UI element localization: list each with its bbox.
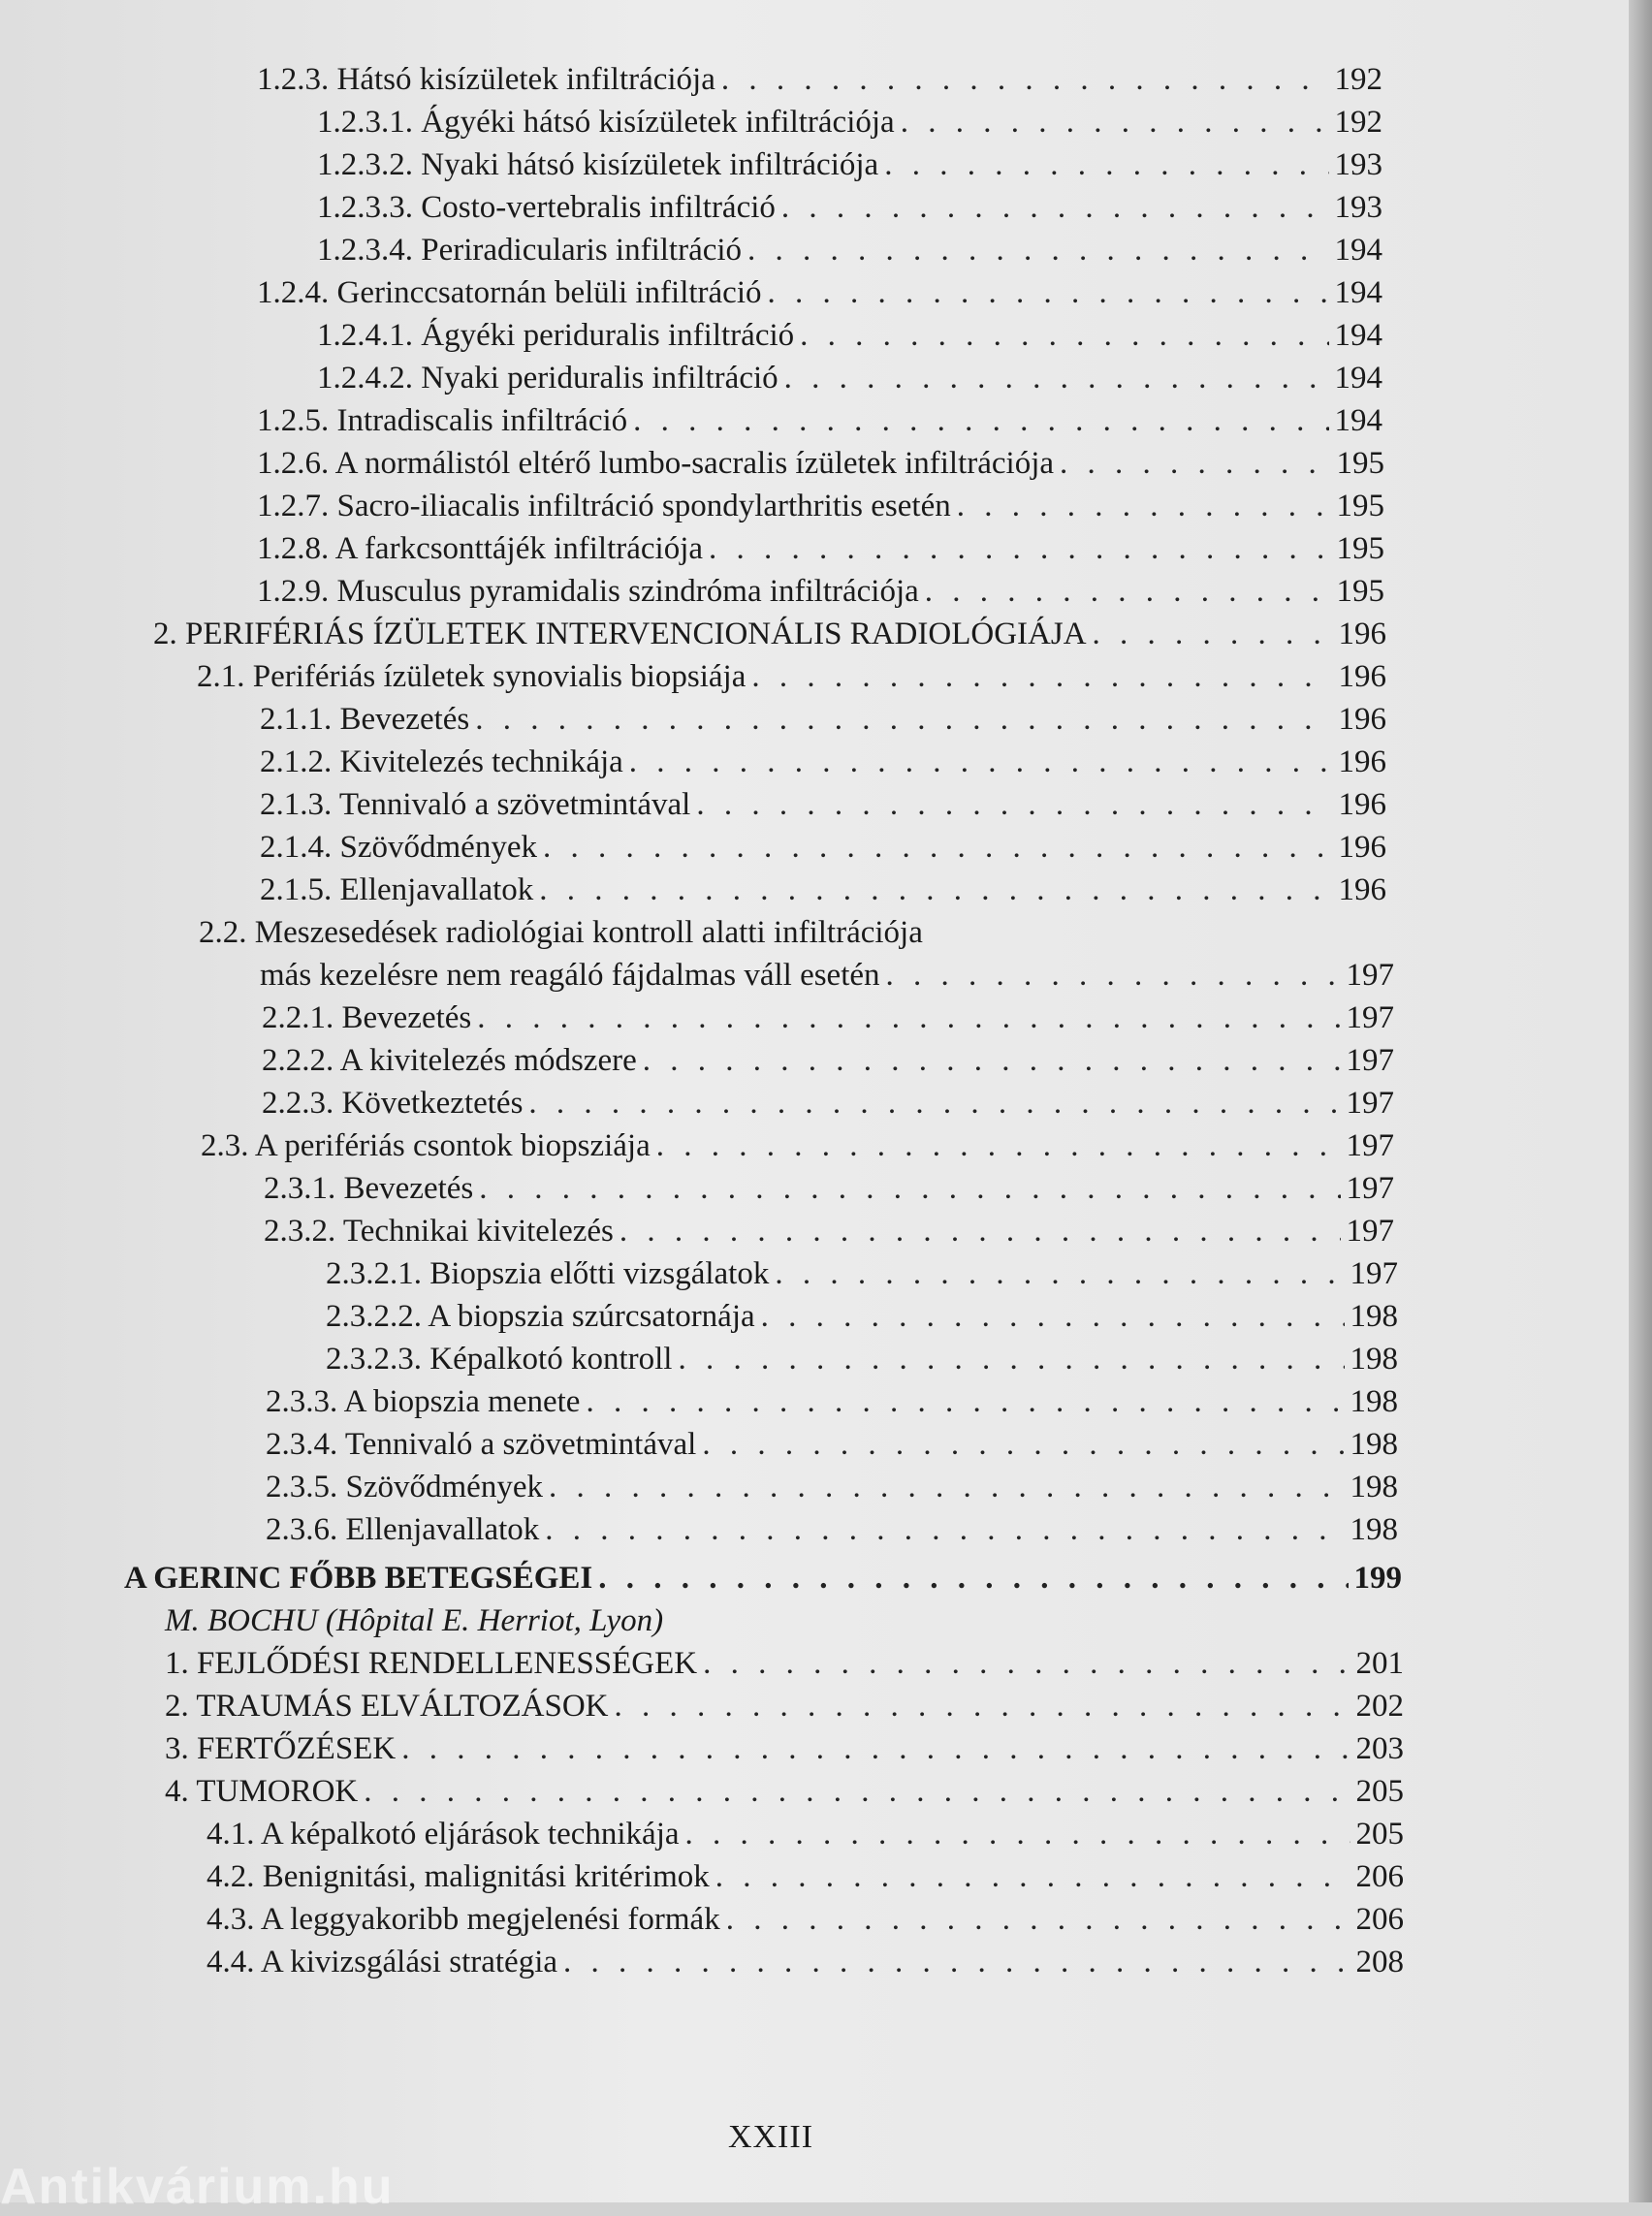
toc-entry-heading: 2.2. Meszesedések radiológiai kontroll alatti infiltrációja — [199, 915, 923, 950]
toc-entry: 2.2.2. A kivitelezés módszere . . . 197 — [262, 1039, 1394, 1082]
toc-entry: 1.2.9. Musculus pyramidalis szindróma infiltrációja . . . 195 — [257, 570, 1384, 613]
toc-entry: 2.1.1. Bevezetés . . . 196 — [260, 698, 1386, 741]
toc-entry: 2.1.5. Ellenjavallatok . . . 196 — [260, 869, 1386, 911]
toc-entry: 1.2.7. Sacro-iliacalis infiltráció spondylarthritis esetén . . . 195 — [257, 485, 1384, 527]
toc-entry: 3. FERTŐZÉSEK . . . 203 — [165, 1727, 1404, 1770]
toc-entry: 2.2.3. Következtetés . . . 197 — [262, 1082, 1394, 1124]
toc-entry: 4.3. A leggyakoribb megjelenési formák . . . 206 — [206, 1898, 1404, 1941]
toc-entry: 1.2.3. Hátsó kisízületek infiltrációja . . . 192 — [257, 58, 1382, 101]
toc-entry: 2.3. A perifériás csontok biopsziája . . . 197 — [201, 1124, 1394, 1167]
toc-entry: 4.4. A kivizsgálási stratégia . . . 208 — [206, 1941, 1404, 1983]
toc-entry: más kezelésre nem reagáló fájdalmas váll esetén . . . 197 — [260, 954, 1394, 997]
toc-entry: 1.2.3.3. Costo-vertebralis infiltráció . . . 193 — [317, 186, 1382, 229]
toc-entry: 1. FEJLŐDÉSI RENDELLENESSÉGEK . . . 201 — [165, 1642, 1404, 1685]
toc-chapter: A GERINC FŐBB BETEGSÉGEI . . . 199 — [124, 1557, 1402, 1599]
watermark: Antikvárium.hu — [0, 2159, 395, 2215]
toc-entry: 2.3.6. Ellenjavallatok . . . 198 — [266, 1508, 1398, 1551]
toc-entry: 2.3.2. Technikai kivitelezés . . . 197 — [264, 1210, 1394, 1252]
toc-entry: 1.2.6. A normálistól eltérő lumbo-sacralis ízületek infiltrációja . . . 195 — [257, 442, 1384, 485]
toc-entry: 1.2.4.2. Nyaki periduralis infiltráció . . . 194 — [317, 357, 1382, 399]
toc-entry: 2.1.3. Tennivaló a szövetmintával . . . 196 — [260, 783, 1386, 826]
toc-entry: 2.3.2.1. Biopszia előtti vizsgálatok . . . 197 — [326, 1252, 1398, 1295]
toc-entry: 4. TUMOROK . . . 205 — [165, 1770, 1404, 1813]
toc-entry: 2.3.5. Szövődmények . . . 198 — [266, 1466, 1398, 1508]
toc-entry: 2.3.3. A biopszia menete . . . 198 — [266, 1380, 1398, 1423]
toc-entry: 1.2.4.1. Ágyéki periduralis infiltráció . . . 194 — [317, 314, 1382, 357]
toc-entry: 1.2.5. Intradiscalis infiltráció . . . 194 — [257, 399, 1382, 442]
toc-entry: 2.3.2.3. Képalkotó kontroll . . . 198 — [326, 1338, 1398, 1380]
toc-entry: 1.2.3.4. Periradicularis infiltráció . . . 194 — [317, 229, 1382, 271]
toc-entry: 1.2.3.2. Nyaki hátsó kisízületek infiltrációja . . . 193 — [317, 143, 1382, 186]
page-edge — [1629, 0, 1652, 2202]
toc-entry: 4.1. A képalkotó eljárások technikája . . . 205 — [206, 1813, 1404, 1855]
toc-entry: 2.3.1. Bevezetés . . . 197 — [264, 1167, 1394, 1210]
toc-entry: 2. PERIFÉRIÁS ÍZÜLETEK INTERVENCIONÁLIS RADIOLÓGIÁJA . . . 196 — [153, 613, 1386, 655]
toc-entry: 4.2. Benignitási, malignitási kritérimok . . . 206 — [206, 1855, 1404, 1898]
page-number: XXIII — [727, 2119, 814, 2155]
toc-entry: 1.2.8. A farkcsonttájék infiltrációja . . . 195 — [257, 527, 1384, 570]
toc-entry: 2.1. Perifériás ízületek synovialis biopsiája . . . 196 — [197, 655, 1386, 698]
toc-entry: 1.2.4. Gerinccsatornán belüli infiltráció . . . 194 — [257, 271, 1382, 314]
toc-entry: 2.2.1. Bevezetés . . . 197 — [262, 997, 1394, 1039]
toc-entry: 1.2.3.1. Ágyéki hátsó kisízületek infiltrációja . . . 192 — [317, 101, 1382, 143]
chapter-author: M. BOCHU (Hôpital E. Herriot, Lyon) — [165, 1603, 664, 1638]
toc-entry: 2.1.4. Szövődmények . . . 196 — [260, 826, 1386, 869]
toc-entry: 2.3.4. Tennivaló a szövetmintával . . . 198 — [266, 1423, 1398, 1466]
toc-entry: 2.3.2.2. A biopszia szúrcsatornája . . . 198 — [326, 1295, 1398, 1338]
toc-entry: 2. TRAUMÁS ELVÁLTOZÁSOK . . . 202 — [165, 1685, 1404, 1727]
toc-entry: 2.1.2. Kivitelezés technikája . . . 196 — [260, 741, 1386, 783]
